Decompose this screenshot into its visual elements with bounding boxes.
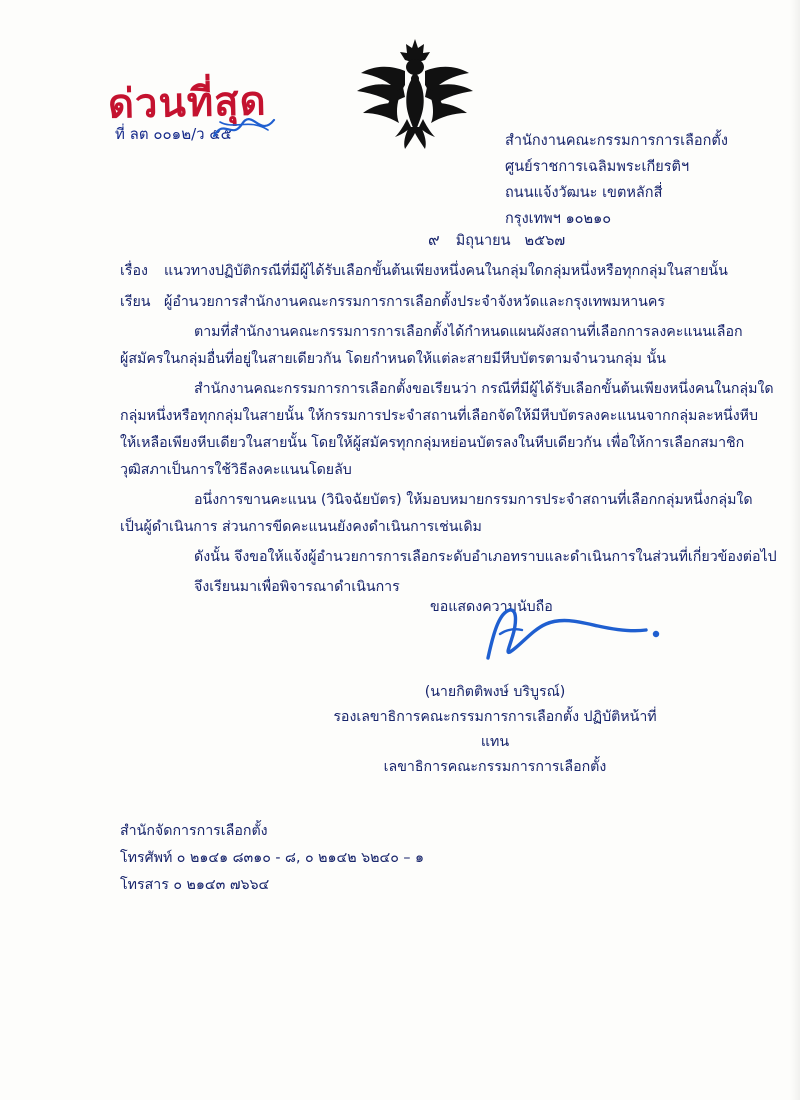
paragraph-3-line-2: เป็นผู้ดำเนินการ ส่วนการขีดคะแนนยังคงดำเนินการเช่นเดิม bbox=[120, 519, 482, 535]
document-date bbox=[428, 228, 565, 253]
signer-block bbox=[330, 680, 660, 780]
urgent-stamp: ด่วนที่สุด bbox=[107, 78, 268, 128]
document-number bbox=[115, 122, 232, 146]
recipient-row bbox=[120, 289, 735, 316]
letterhead-line-2: ศูนย์ราชการเฉลิมพระเกียรติฯ bbox=[505, 159, 690, 175]
signer-title-line-1: รองเลขาธิการคณะกรรมการการเลือกตั้ง ปฏิบัติหน้าที่แทน bbox=[333, 709, 657, 750]
date-day: ๙ bbox=[428, 230, 440, 249]
paragraph-1-line-1: ตามที่สำนักงานคณะกรรมการการเลือกตั้งได้กำหนดแผนผังสถานที่เลือกการลงคะแนนเลือก bbox=[194, 324, 743, 340]
subject-label: เรื่อง bbox=[120, 263, 148, 279]
footer-phone: โทรศัพท์ ๐ ๒๑๔๑ ๘๓๑๐ - ๘, ๐ ๒๑๔๒ ๖๒๔๐ – ๑ bbox=[120, 850, 425, 866]
closing-salutation: ขอแสดงความนับถือ bbox=[430, 599, 553, 615]
document-body bbox=[120, 258, 777, 601]
paragraph-4 bbox=[120, 544, 777, 571]
subject-row bbox=[120, 258, 735, 285]
signer-name: (นายกิตติพงษ์ บริบูรณ์) bbox=[424, 684, 566, 700]
date-year: ๒๕๖๗ bbox=[524, 233, 566, 249]
footer-fax: โทรสาร ๐ ๒๑๔๓ ๗๖๖๔ bbox=[120, 877, 270, 893]
subject-text: แนวทางปฏิบัติกรณีที่มีผู้ได้รับเลือกขั้นต้นเพียงหนึ่งคนในกลุ่มใดกลุ่มหนึ่งหรือทุกกลุ่มในสายนั้น bbox=[164, 263, 728, 279]
paragraph-5 bbox=[120, 574, 735, 601]
paragraph-3-line-1: อนึ่งการขานคะแนน (วินิจฉัยบัตร) ให้มอบหมายกรรมการประจำสถานที่เลือกกลุ่มหนึ่งกลุ่มใด bbox=[194, 492, 753, 508]
paragraph-2-line-4: วุฒิสภาเป็นการใช้วิธีลงคะแนนโดยลับ bbox=[120, 462, 352, 478]
paragraph-1 bbox=[120, 319, 743, 373]
recipient-text: ผู้อำนวยการสำนักงานคณะกรรมการการเลือกตั้งประจำจังหวัดและกรุงเทพมหานคร bbox=[164, 294, 665, 310]
paragraph-2-line-2: กลุ่มหนึ่งหรือทุกกลุ่มในสายนั้น ให้กรรมการประจำสถานที่เลือกจัดให้มีหีบบัตรลงคะแนนจากกลุ่มละหนึ่งหีบ bbox=[120, 408, 759, 424]
paragraph-2-line-3: ให้เหลือเพียงหีบเดียวในสายนั้น โดยให้ผู้สมัครทุกกลุ่มหย่อนบัตรลงในหีบเดียวกัน เพื่อให้การเลือกสมาชิก bbox=[120, 435, 745, 451]
paragraph-4-line-1: ดังนั้น จึงขอให้แจ้งผู้อำนวยการการเลือกระดับอำเภอทราบและดำเนินการในส่วนที่เกี่ยวข้องต่อไป bbox=[194, 549, 777, 565]
footer-contact bbox=[120, 818, 424, 899]
recipient-label: เรียน bbox=[120, 294, 151, 310]
document-number-text: ที่ ลต ๐๐๑๒/ว ๕๕ bbox=[115, 125, 233, 143]
paragraph-2 bbox=[120, 376, 774, 484]
letterhead-line-4: กรุงเทพฯ ๑๐๒๑๐ bbox=[505, 211, 612, 227]
letterhead-line-3: ถนนแจ้งวัฒนะ เขตหลักสี่ bbox=[505, 185, 663, 201]
signature-scribble bbox=[470, 600, 670, 670]
handwritten-number-scribble bbox=[210, 116, 280, 142]
paragraph-1-line-2: ผู้สมัครในกลุ่มอื่นที่อยู่ในสายเดียวกัน โดยกำหนดให้แต่ละสายมีหีบบัตรตามจำนวนกลุ่ม นั้น bbox=[120, 351, 666, 367]
paragraph-2-line-1: สำนักงานคณะกรรมการการเลือกตั้งขอเรียนว่า กรณีที่มีผู้ได้รับเลือกขั้นต้นเพียงหนึ่งคนในกลุ่มใด bbox=[194, 381, 774, 397]
letterhead-line-1: สำนักงานคณะกรรมการการเลือกตั้ง bbox=[505, 133, 728, 149]
garuda-emblem bbox=[355, 35, 475, 150]
letterhead bbox=[505, 128, 728, 232]
date-month: มิถุนายน bbox=[455, 233, 511, 249]
paragraph-5-line-1: จึงเรียนมาเพื่อพิจารณาดำเนินการ bbox=[194, 579, 400, 595]
page-edge-shadow bbox=[790, 0, 800, 1100]
footer-office: สำนักจัดการการเลือกตั้ง bbox=[120, 823, 268, 839]
signer-title-line-2: เลขาธิการคณะกรรมการการเลือกตั้ง bbox=[383, 759, 607, 775]
paragraph-3 bbox=[120, 487, 753, 541]
